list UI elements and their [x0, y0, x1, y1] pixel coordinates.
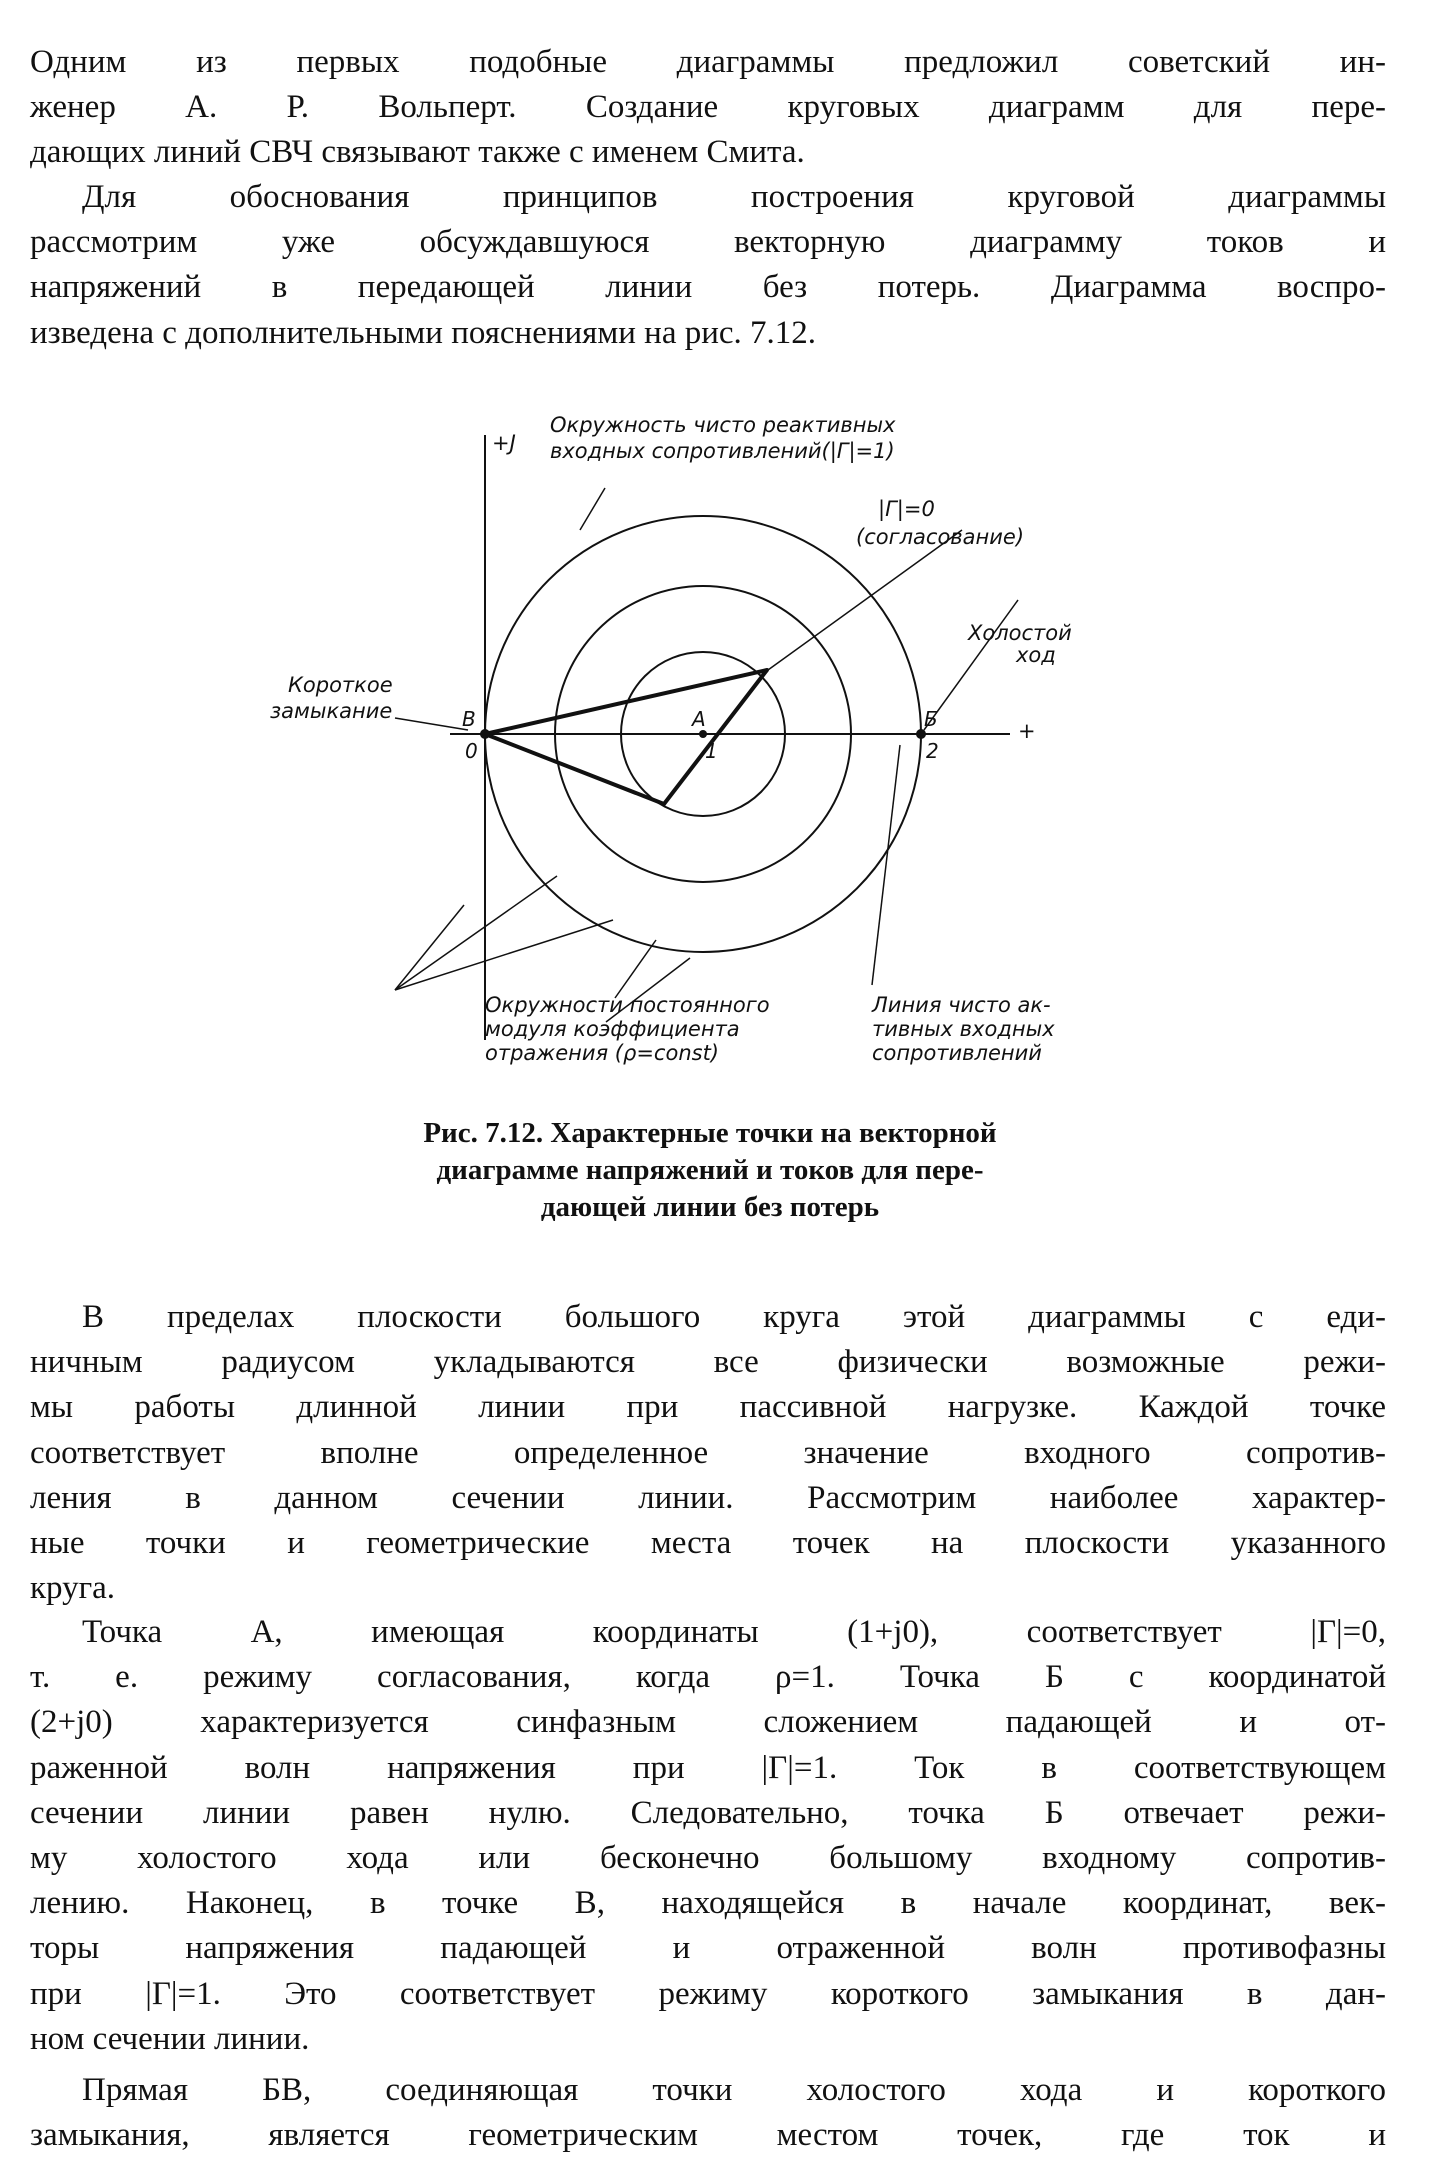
- figure-7-12: [250, 400, 1150, 1140]
- text-line: при |Γ|=1. Это соответствует режиму короткого замыкания в дан-: [30, 1975, 1386, 2012]
- text-line: ления в данном сечении линии. Рассмотрим наиболее характер-: [30, 1479, 1386, 1516]
- text-line: напряжений в передающей линии без потерь. Диаграмма воспро-: [30, 269, 1386, 306]
- text-line: замыкания, является геометрическим местом точек, где ток и: [30, 2117, 1386, 2154]
- text-line: круга.: [30, 1570, 116, 1607]
- text-line: торы напряжения падающей и отраженной волн противофазны: [30, 1930, 1386, 1967]
- label-open-line1: Холостой: [968, 621, 1072, 645]
- leader-reactive: [580, 488, 605, 530]
- label-const-line1: Окружности постоянного: [485, 993, 770, 1017]
- label-short-line2: замыкание: [270, 699, 393, 723]
- text-line: Точка А, имеющая координаты (1+j0), соответствует |Γ|=0,: [82, 1614, 1386, 1650]
- label-match-line1: |Γ|=0: [878, 497, 935, 521]
- axis-plus-label: +: [1018, 719, 1036, 743]
- text-line: Одним из первых подобные диаграммы предложил советский ин-: [30, 44, 1386, 80]
- vector-diagram: [250, 400, 1150, 1140]
- label-match-line2: (согласование): [856, 525, 1025, 549]
- text-line: Прямая БВ, соединяющая точки холостого хода и короткого: [82, 2072, 1386, 2108]
- paragraph-line-bv: [30, 2068, 1386, 2158]
- text-line: лению. Наконец, в точке В, находящейся в начале координат, век-: [30, 1885, 1386, 1922]
- text-line: соответствует вполне определенное значение входного сопротив-: [30, 1434, 1386, 1471]
- text-line: дающих линий СВЧ связывают также с именем Смита.: [30, 134, 805, 171]
- text-line: т. е. режиму согласования, когда ρ=1. Точка Б с координатой: [30, 1659, 1386, 1696]
- text-line: му холостого хода или бесконечно большому входному сопротив-: [30, 1840, 1386, 1877]
- tick-2-label: 2: [926, 739, 939, 763]
- paragraph-characteristic-points: [30, 1610, 1386, 2062]
- label-active-line1: Линия чисто ак-: [872, 993, 1051, 1017]
- axis-plus-j-label: +J: [492, 431, 516, 455]
- paragraph-intro: [30, 40, 1386, 176]
- text-line: ные точки и геометрические места точек на плоскости указанного: [30, 1525, 1386, 1562]
- text-line: мы работы длинной линии при пассивной нагрузке. Каждой точке: [30, 1389, 1386, 1426]
- leader-const-3: [395, 905, 464, 990]
- label-active-line3: сопротивлений: [872, 1041, 1042, 1065]
- point-v-label: В: [462, 707, 476, 731]
- text-line: раженной волн напряжения при |Γ|=1. Ток в соответствующем: [30, 1749, 1386, 1786]
- text-line: ничным радиусом укладываются все физически возможные режи-: [30, 1344, 1386, 1381]
- label-reactive-line1: Окружность чисто реактивных: [550, 413, 896, 437]
- text-line: (2+j0) характеризуется синфазным сложением падающей и от-: [30, 1704, 1386, 1741]
- label-open-line2: ход: [1016, 643, 1056, 667]
- tick-0-label: 0: [465, 739, 478, 763]
- paragraph-circle-plane: [30, 1295, 1386, 1611]
- leader-const-2: [395, 920, 613, 990]
- caption-line: дающей линии без потерь: [540, 1191, 880, 1223]
- label-const-line2: модуля коэффициента: [485, 1017, 740, 1041]
- label-const-line3: отражения (ρ=const): [485, 1041, 719, 1065]
- point-v-dot: [480, 729, 490, 739]
- tick-1-label: 1: [705, 739, 718, 763]
- text-line: рассмотрим уже обсуждавшуюся векторную диаграмму токов и: [30, 224, 1386, 261]
- label-short-line1: Короткое: [288, 673, 393, 697]
- vector-triangle: [485, 670, 767, 804]
- text-line: В пределах плоскости большого круга этой диаграммы с еди-: [82, 1299, 1386, 1335]
- leader-match: [768, 530, 962, 670]
- leader-const-1: [395, 876, 557, 990]
- label-active-line2: тивных входных: [872, 1017, 1055, 1041]
- text-line: ном сечении линии.: [30, 2020, 310, 2057]
- leader-short: [395, 718, 468, 730]
- caption-line: Рис. 7.12. Характерные точки на векторной: [423, 1117, 997, 1149]
- label-reactive-line2: входных сопротивлений(|Γ|=1): [550, 439, 895, 463]
- point-a-dot: [699, 730, 707, 738]
- leader-open: [924, 600, 1018, 730]
- paragraph-principles: [30, 175, 1386, 356]
- point-b-label: Б: [924, 707, 938, 731]
- caption-line: диаграмме напряжений и токов для пере-: [436, 1154, 984, 1186]
- point-a-label: A: [692, 707, 706, 731]
- figure-caption: [300, 1115, 1120, 1226]
- text-line: изведена с дополнительными пояснениями на рис. 7.12.: [30, 314, 817, 351]
- text-line: Для обоснования принципов построения круговой диаграммы: [82, 179, 1386, 215]
- text-line: сечении линии равен нулю. Следовательно, точка Б отвечает режи-: [30, 1794, 1386, 1831]
- text-line: женер А. Р. Вольперт. Создание круговых диаграмм для пере-: [30, 89, 1386, 126]
